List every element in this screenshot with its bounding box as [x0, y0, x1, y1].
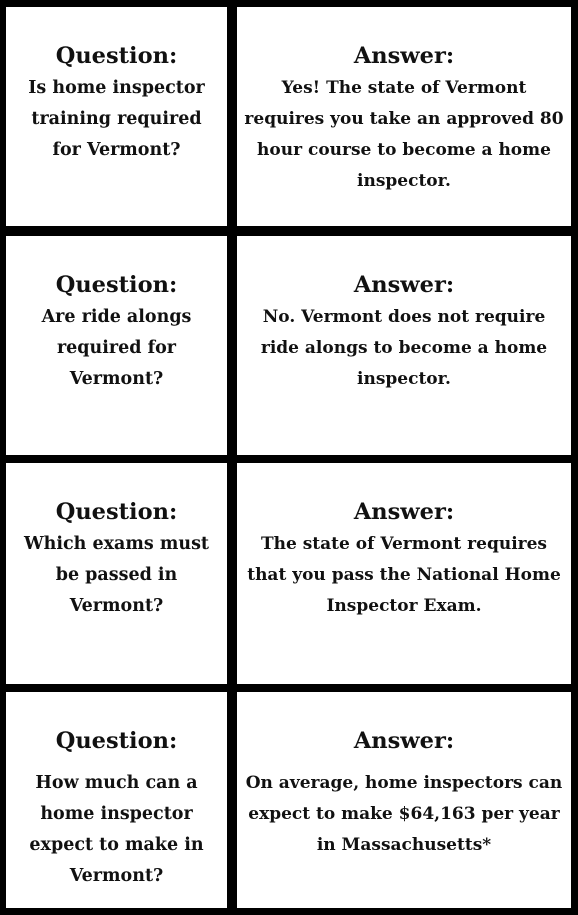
answer-card [237, 463, 571, 684]
question-heading: Question: [55, 43, 178, 69]
answer-heading: Answer: [353, 272, 455, 298]
question-text: Is home inspector training required for Vermont? [28, 78, 205, 160]
question-heading: Question: [55, 499, 178, 525]
question-heading: Question: [55, 728, 178, 754]
answer-heading: Answer: [353, 728, 455, 754]
question-card [6, 236, 227, 455]
answer-card [237, 692, 571, 908]
answer-heading: Answer: [353, 499, 455, 525]
answer-text: On average, home inspectors can expect to make $64,163 per year in Massachusetts* [245, 773, 563, 855]
answer-text: The state of Vermont requires that you pass the National Home Inspector Exam. [247, 534, 561, 616]
question-card [6, 692, 227, 908]
question-text: Which exams must be passed in Vermont? [23, 534, 210, 616]
question-card [6, 7, 227, 226]
answer-text: Yes! The state of Vermont requires you take an approved 80 hour course to become a home inspector. [244, 78, 564, 191]
question-text: How much can a home inspector expect to make in Vermont? [29, 773, 204, 886]
question-card [6, 463, 227, 684]
answer-text: No. Vermont does not require ride alongs to become a home inspector. [260, 307, 548, 389]
answer-heading: Answer: [353, 43, 455, 69]
answer-card [237, 7, 571, 226]
question-text: Are ride alongs required for Vermont? [41, 307, 192, 389]
answer-card [237, 236, 571, 455]
question-heading: Question: [55, 272, 178, 298]
